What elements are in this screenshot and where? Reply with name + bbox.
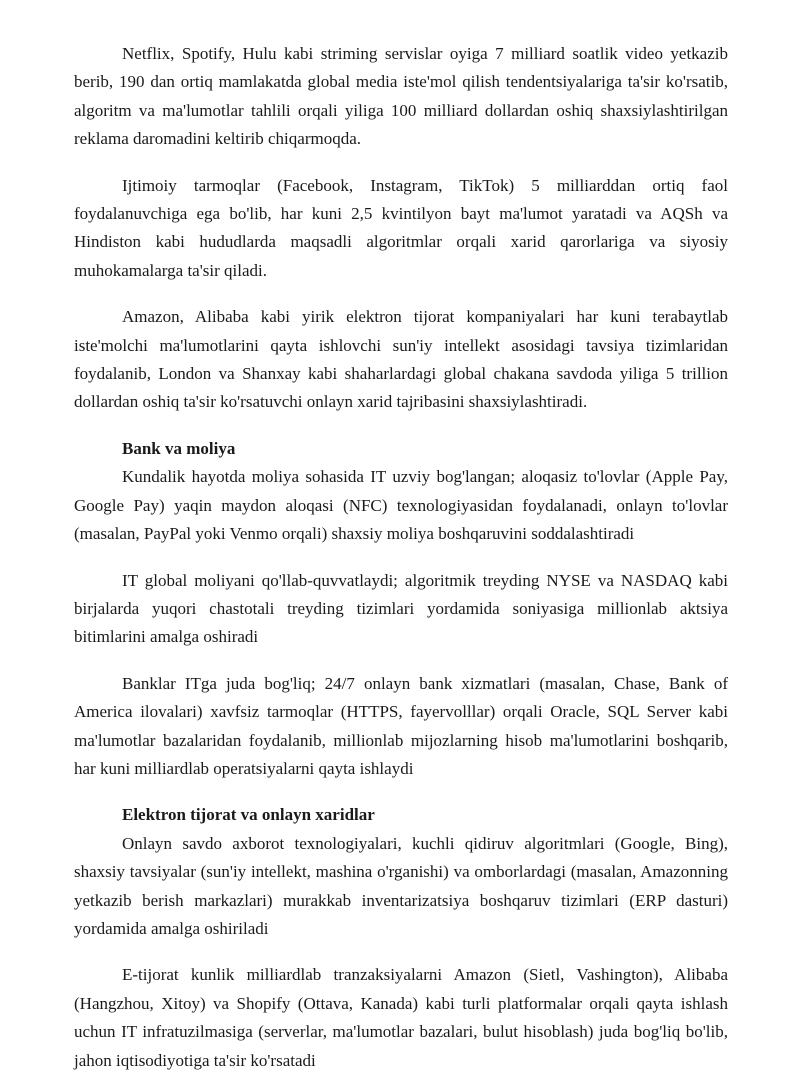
paragraph-social-networks: Ijtimoiy tarmoqlar (Facebook, Instagram, TikTok) 5 milliarddan ortiq faol foydalanuvchiga ega bo'lib, har kuni 2,5 kvintilyon bayt ma'lumot yaratadi va AQSh va Hindiston kabi hududlarda maqsadli algoritmlar orqali xarid qarorlariga va siyosiy muhokamalarga ta'sir qiladi. <box>74 175 728 280</box>
paragraph-ecommerce-infrastructure: E-tijorat kunlik milliardlab tranzaksiyalarni Amazon (Sietl, Vashington), Alibaba (Hangzhou, Xitoy) va Shopify (Ottava, Kanada) kabi turli platformalar orqali qayta ishlash uchun IT infratuzilmasiga (serverlar, ma'lumotlar bazalari, bulut hisoblash) juda bog'liq bo'lib, jahon iqtisodiyotiga ta'sir ko'rsatadi <box>74 965 728 1070</box>
paragraph-online-trade: Onlayn savdo axborot texnologiyalari, kuchli qidiruv algoritmlari (Google, Bing), shaxsiy tavsiyalar (sun'iy intellekt, mashina o'rganishi) va omborlardagi (masalan, Amazonning yetkazib berish markazlari) murakkab inventarizatsiya boshqaruv tizimlari (ERP dasturi) yordamida amalga oshiriladi <box>74 833 728 938</box>
paragraph-online-banking: Banklar ITga juda bog'liq; 24/7 onlayn bank xizmatlari (masalan, Chase, Bank of America ilovalari) xavfsiz tarmoqlar (HTTPS, fayervolllar) orqali Oracle, SQL Server kabi ma'lumotlar bazalaridan foydalanib, millionlab mijozlarning hisob ma'lumotlarini boshqarib, har kuni milliardlab operatsiyalarni qayta ishlaydi <box>74 673 728 778</box>
heading-banking-finance: Bank va moliya <box>122 438 236 458</box>
paragraph-payments: Kundalik hayotda moliya sohasida IT uzviy bog'langan; aloqasiz to'lovlar (Apple Pay, Google Pay) yaqin maydon aloqasi (NFC) texnologiyasidan foydalanadi, onlayn to'lovlar (masalan, PayPal yoki Venmo orqali) shaxsiy moliya boshqaruvini soddalashtiradi <box>74 467 728 544</box>
paragraph-algorithmic-trading: IT global moliyani qo'llab-quvvatlaydi; algoritmik treyding NYSE va NASDAQ kabi birjalarda yuqori chastotali treyding tizimlari yordamida soniyasiga millionlab aktsiya bitimlarini amalga oshiradi <box>74 570 728 647</box>
paragraph-ecommerce-ai: Amazon, Alibaba kabi yirik elektron tijorat kompaniyalari har kuni terabaytlab iste'molchi ma'lumotlarini qayta ishlovchi sun'iy intellekt asosidagi tavsiya tizimlaridan foydalanib, London va Shanxay kabi shaharlardagi global chakana savdoda yiliga 5 trillion dollardan oshiq ta'sir ko'rsatuvchi onlayn xarid tajribasini shaxsiylashtiradi. <box>74 307 728 412</box>
heading-ecommerce: Elektron tijorat va onlayn xaridlar <box>122 805 375 825</box>
paragraph-streaming: Netflix, Spotify, Hulu kabi striming servislar oyiga 7 milliard soatlik video yetkazib berib, 190 dan ortiq mamlakatda global media iste'mol qilish tendentsiyalariga ta'sir ko'rsatib, algoritm va ma'lumotlar tahlili orqali yiliga 100 milliard dollardan oshiq shaxsiylashtirilgan reklama daromadini keltirib chiqarmoqda. <box>74 44 728 149</box>
